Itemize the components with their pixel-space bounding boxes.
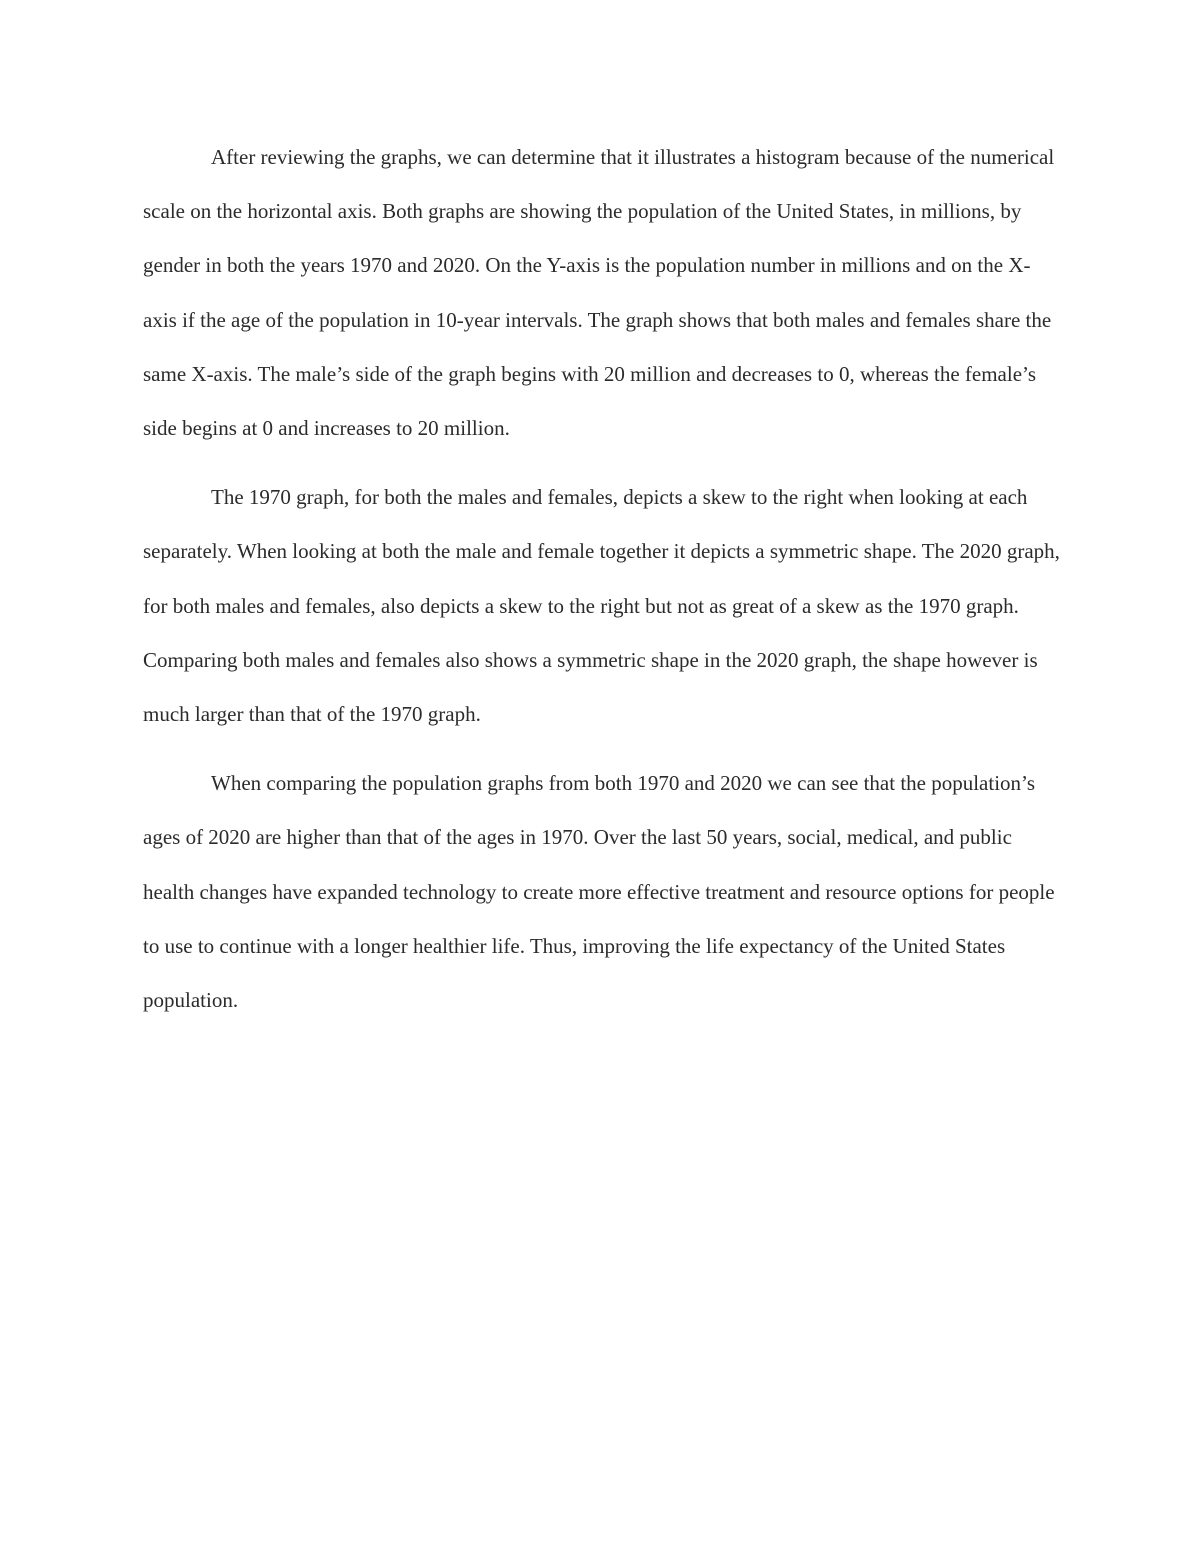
paragraph-histogram-description: After reviewing the graphs, we can determine that it illustrates a histogram because of the numerical scale on the horizontal axis. Both graphs are showing the population of the United States, in millions, by gender in both the years 1970 and 2020. On the Y-axis is the population number in millions and on the X-axis if the age of the population in 10-year intervals. The graph shows that both males and females share the same X-axis. The male’s side of the graph begins with 20 million and decreases to 0, whereas the female’s side begins at 0 and increases to 20 million. [143,145,1055,441]
paragraph-comparison-conclusion: When comparing the population graphs from both 1970 and 2020 we can see that the population’s ages of 2020 are higher than that of the ages in 1970. Over the last 50 years, social, medical, and public health changes have expanded technology to create more effective treatment and resource options for people to use to continue with a longer healthier life. Thus, improving the life expectancy of the United States population. [143,771,1055,1013]
document-body [143,130,1063,1042]
paragraph-skew-analysis: The 1970 graph, for both the males and females, depicts a skew to the right when looking at each separately. When looking at both the male and female together it depicts a symmetric shape. The 2020 graph, for both males and females, also depicts a skew to the right but not as great of a skew as the 1970 graph. Comparing both males and females also shows a symmetric shape in the 2020 graph, the shape however is much larger than that of the 1970 graph. [143,485,1060,727]
